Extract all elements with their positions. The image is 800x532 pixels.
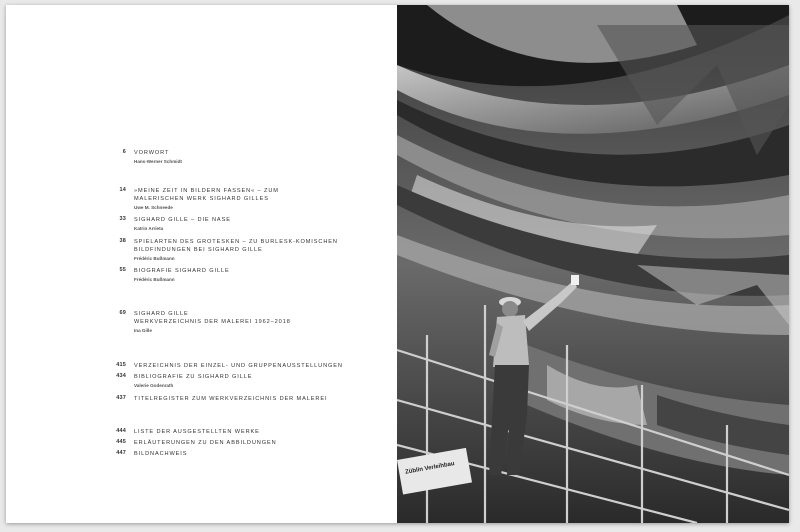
toc-title: TITELREGISTER ZUM WERKVERZEICHNIS DER MALEREI: [134, 396, 328, 402]
toc-title: WERKVERZEICHNIS DER MALEREI 1962–2018: [134, 319, 291, 325]
toc-title: BIOGRAFIE SIGHARD GILLE: [134, 268, 230, 274]
toc-page-number: 38: [119, 238, 126, 244]
table-of-contents-page: [6, 5, 397, 523]
toc-title: SPIELARTEN DES GROTESKEN – ZU BURLESK-KOMISCHEN: [134, 239, 338, 245]
toc-title: VORWORT: [134, 150, 170, 156]
toc-title: BIBLIOGRAFIE ZU SIGHARD GILLE: [134, 374, 253, 380]
toc-page-number: 33: [119, 216, 126, 222]
toc-entry: [119, 267, 384, 284]
toc-page-number: 69: [119, 310, 126, 316]
photo-page: [397, 5, 789, 523]
toc-title: »MEINE ZEIT IN BILDERN FASSEN« – ZUM: [134, 188, 279, 194]
toc-page-number: 447: [116, 450, 126, 456]
toc-page-number: 415: [116, 362, 126, 368]
toc-entry: [119, 216, 384, 233]
toc-author: Ina Gille: [134, 328, 152, 333]
toc-page-number: 444: [116, 428, 126, 434]
toc-title: MALERISCHEN WERK SIGHARD GILLES: [134, 196, 269, 202]
toc-entry: [116, 362, 384, 370]
painter-on-scaffold-photo: [397, 5, 789, 523]
toc-author: Valerie Godenrath: [134, 383, 174, 388]
toc-page-number: 55: [119, 267, 126, 273]
scaffold-banner: Züblin Verleihbau: [404, 461, 456, 476]
toc-title: VERZEICHNIS DER EINZEL- UND GRUPPENAUSSTELLUNGEN: [134, 363, 343, 369]
toc-page-number: 437: [116, 395, 126, 401]
toc-title: SIGHARD GILLE – DIE NASE: [134, 217, 231, 223]
toc-author: Frédéric Bußmann: [134, 256, 175, 261]
toc-author: Frédéric Bußmann: [134, 277, 175, 282]
toc-page-number: 434: [116, 373, 126, 379]
book-spread: [6, 5, 789, 523]
toc-page-number: 14: [119, 187, 126, 193]
toc-entry: [122, 149, 384, 166]
toc-author: Hans-Werner Schmidt: [134, 159, 182, 164]
toc-title: BILDFINDUNGEN BEI SIGHARD GILLE: [134, 247, 263, 253]
toc-entry: [116, 450, 384, 458]
toc-page-number: 445: [116, 439, 126, 445]
toc-title: BILDNACHWEIS: [134, 451, 188, 457]
toc-author: Katrin Arrieta: [134, 226, 164, 231]
toc-entry: [119, 310, 384, 335]
toc-entry: [116, 439, 384, 447]
toc-entry: [116, 428, 384, 436]
toc-title: ERLÄUTERUNGEN ZU DEN ABBILDUNGEN: [134, 440, 277, 446]
toc-page-number: 6: [122, 149, 126, 155]
toc-title: LISTE DER AUSGESTELLTEN WERKE: [134, 429, 260, 435]
toc-entry: [119, 187, 384, 212]
toc-title: SIGHARD GILLE: [134, 311, 189, 317]
toc-entry: [116, 373, 384, 390]
toc-entry: [119, 238, 384, 263]
toc-author: Uwe M. Schneede: [134, 205, 173, 210]
toc-entry: [116, 395, 384, 403]
